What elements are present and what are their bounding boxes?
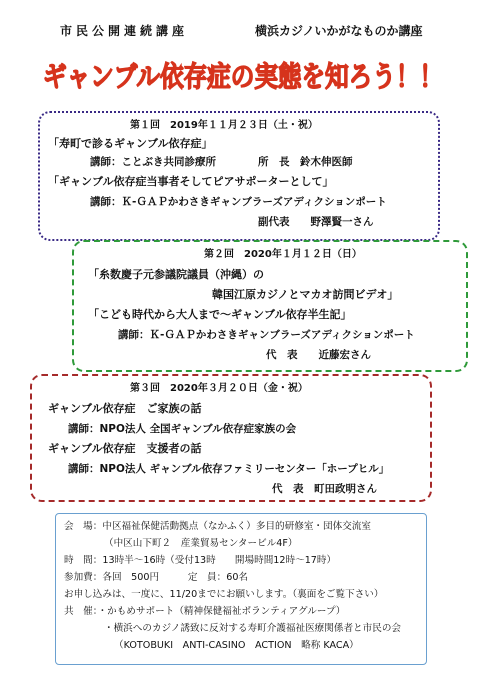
session-2-date: 第２回 2020年１月１２日（日） xyxy=(204,249,362,260)
session-1-lecturer-1: 講師：ことぶき共同診療所 所 長 鈴木伸医師 xyxy=(90,156,353,168)
info-time: 時 間：13時半〜16時（受付13時 開場時間12時〜17時） xyxy=(64,555,337,566)
session-1-lecturer-2: 講師：Ｋ-ＧＡＰかわさきギャンブラーズアディクションポート xyxy=(90,196,387,208)
session-2-lecturer-title: 代 表 近藤宏さん xyxy=(266,349,371,361)
session-1-topic-2: 「ギャンブル依存症当事者そしてピアサポーターとして」 xyxy=(48,175,334,188)
session-2-lecturer: 講師：Ｋ-ＧＡＰかわさきギャンブラーズアディクションポート xyxy=(118,329,415,341)
info-cohost-2-en: （KOTOBUKI ANTI-CASINO ACTION 略称 KACA） xyxy=(114,640,359,651)
session-3-topic-2: ギャンブル依存症 支援者の話 xyxy=(48,442,202,455)
info-cohost-2: ・横浜へのカジノ誘致に反対する寿町介護福祉医療関係者と市民の会 xyxy=(104,623,402,634)
info-address: （中区山下町２ 産業貿易センタービル4F） xyxy=(104,538,298,549)
session-3-box xyxy=(30,374,432,502)
session-1-topic-1: 「寿町で診るギャンブル依存症」 xyxy=(48,137,213,150)
info-application: お申し込みは、一度に、11/20までにお願いします。（裏面をご覧下さい） xyxy=(64,589,384,600)
session-2-topic-1b: 韓国江原カジノとマカオ訪問ビデオ」 xyxy=(212,288,399,301)
info-venue: 会 場：中区福祉保健活動拠点（なかふく）多目的研修室・団体交流室 xyxy=(64,521,371,532)
title-banner xyxy=(38,52,448,96)
session-3-topic-1: ギャンブル依存症 ご家族の話 xyxy=(48,402,202,415)
session-2-box xyxy=(72,240,468,372)
info-fee: 参加費：各回 500円 定 員：60名 xyxy=(64,572,249,583)
info-cohost-1: 共 催：・かもめサポート（精神保健福祉ボランティアグループ） xyxy=(64,606,346,617)
session-1-box xyxy=(38,111,440,241)
series-subtitle: 横浜カジノいかがなものか講座 xyxy=(255,24,423,38)
session-1-lecturer-2-title: 副代表 野澤賢一さん xyxy=(258,216,374,228)
session-3-date: 第３回 2020年３月２０日（金・祝） xyxy=(130,383,308,394)
session-2-topic-1: 「糸数慶子元参議院議員（沖縄）の xyxy=(88,268,264,281)
event-info-box xyxy=(55,513,427,665)
session-3-lecturer-2-title: 代 表 町田政明さん xyxy=(272,483,377,495)
series-title: 市民公開連続講座 xyxy=(60,24,189,38)
session-3-lecturer-1: 講師：NPO法人 全国ギャンブル依存症家族の会 xyxy=(68,423,297,435)
page-title: ギャンブル依存症の実態を知ろう！！ xyxy=(43,60,443,93)
session-3-lecturer-2: 講師：NPO法人 ギャンブル依存ファミリーセンター「ホープヒル」 xyxy=(68,463,390,475)
session-2-topic-2: 「こども時代から大人まで〜ギャンブル依存半生記」 xyxy=(88,308,352,321)
session-1-date: 第１回 2019年１１月２３日（土・祝） xyxy=(130,120,318,131)
